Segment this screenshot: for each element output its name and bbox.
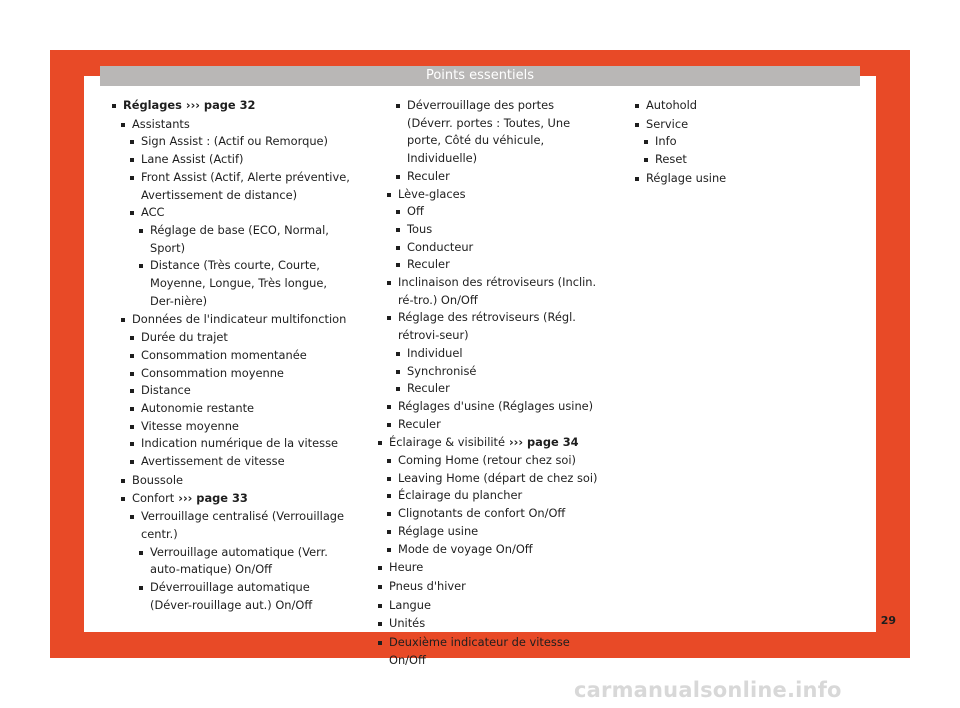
list-item (369, 398, 601, 416)
list-item (112, 490, 352, 508)
list-item (369, 345, 601, 363)
list-item-text: Avertissement de vitesse (141, 454, 285, 469)
list-item-text: Inclinaison des rétroviseurs (Inclin. ré-tro.) On/Off (398, 275, 597, 307)
list-item-text: Reculer (407, 257, 450, 272)
list-item-text: Éclairage du plancher (398, 488, 523, 503)
list-item (369, 256, 601, 274)
list-item (369, 615, 601, 633)
list-item (369, 97, 601, 168)
list-item-text: Service (646, 116, 689, 131)
page-number: 29 (880, 614, 896, 627)
list-item (112, 435, 352, 453)
list-item (369, 186, 601, 204)
list-item-text: Autohold (646, 98, 698, 112)
list-item-text: Reculer (398, 416, 441, 431)
list-item-text: Déverrouillage automatique (Déver-rouillage aut.) On/Off (150, 579, 313, 612)
list-item (369, 168, 601, 186)
list-item-text: Réglage usine (646, 170, 727, 185)
list-item-text: Verrouillage automatique (Verr. auto-matique) On/Off (150, 544, 328, 577)
list-item (369, 309, 601, 344)
list-item-text: Durée du trajet (141, 330, 228, 345)
list-item (369, 203, 601, 221)
list-item (369, 221, 601, 239)
list-item (112, 311, 352, 329)
list-item (369, 470, 601, 488)
list-item-text: Langue (389, 597, 432, 612)
list-item (369, 541, 601, 559)
list-item-text: Synchronisé (407, 363, 477, 378)
list-item (369, 434, 601, 452)
list-item-text: Pneus d'hiver (389, 578, 466, 593)
list-item-text: Autonomie restante (141, 400, 255, 415)
list-item-text: Sign Assist : (Actif ou Remorque) (141, 134, 328, 149)
list-item (369, 487, 601, 505)
list-item (369, 634, 601, 669)
list-item-text: Données de l'indicateur multifonction (132, 312, 347, 327)
list-item (369, 559, 601, 577)
list-item-text: Conducteur (407, 239, 474, 254)
list-item (626, 170, 836, 188)
list-column-3 (626, 97, 836, 188)
list-item (112, 472, 352, 490)
list-item (369, 416, 601, 434)
list-item (112, 365, 352, 383)
list-item-text: Réglages (123, 98, 182, 112)
list-item (112, 133, 352, 151)
list-item-text: Distance (Très courte, Courte, Moyenne, Longue, Très longue, Der-nière) (150, 258, 327, 308)
list-item-text: Reculer (407, 381, 450, 396)
list-item-text: Reculer (407, 168, 450, 183)
list-item-text: Leaving Home (départ de chez soi) (398, 470, 598, 485)
list-item-text: Lane Assist (Actif) (141, 152, 244, 167)
list-item-text: Coming Home (retour chez soi) (398, 453, 576, 468)
list-item (112, 453, 352, 471)
list-item-text: Réglages d'usine (Réglages usine) (398, 398, 594, 413)
list-item (112, 97, 352, 115)
list-item-text: Vitesse moyenne (141, 418, 239, 433)
list-item (626, 133, 836, 151)
page-reference: ››› page 32 (181, 98, 256, 112)
site-watermark: carmanualsonline.info (574, 678, 842, 702)
list-item-text: Off (407, 204, 424, 219)
list-item (369, 597, 601, 615)
list-item (626, 116, 836, 134)
list-item (112, 382, 352, 400)
list-item (369, 452, 601, 470)
list-item (369, 274, 601, 309)
list-item (369, 363, 601, 381)
list-item (112, 151, 352, 169)
list-item-text: Clignotants de confort On/Off (398, 506, 566, 521)
list-item (112, 544, 352, 579)
section-header: Points essentiels (100, 66, 860, 86)
list-item-text: Info (655, 134, 677, 149)
list-item (369, 523, 601, 541)
list-item (112, 222, 352, 257)
list-item (112, 400, 352, 418)
list-item-text: Deuxième indicateur de vitesse On/Off (389, 635, 570, 667)
list-item-text: Tous (407, 221, 433, 236)
page-reference: ››› page 34 (505, 435, 579, 450)
list-item (112, 579, 352, 614)
list-item (112, 418, 352, 436)
list-item-text: Lève-glaces (398, 186, 466, 201)
list-item-text: Éclairage & visibilité (389, 435, 505, 450)
list-item (369, 578, 601, 596)
list-item-text: Confort (132, 491, 175, 506)
list-item-text: Boussole (132, 472, 184, 487)
list-item (112, 257, 352, 310)
list-item-text: Déverrouillage des portes (Déverr. portes : Toutes, Une porte, Côté du véhicule, Individuelle) (407, 98, 571, 166)
list-item-text: Individuel (407, 345, 463, 360)
list-item (626, 151, 836, 169)
list-item (369, 505, 601, 523)
list-item-text: Réglage des rétroviseurs (Régl. rétrovi-seur) (398, 310, 576, 343)
list-item (112, 329, 352, 347)
list-item-text: Assistants (132, 116, 190, 131)
list-item (112, 169, 352, 204)
list-item (626, 97, 836, 115)
list-item-text: Consommation momentanée (141, 347, 307, 362)
list-item (112, 116, 352, 134)
list-item (369, 239, 601, 257)
list-item-text: Reset (655, 152, 687, 167)
list-column-1 (112, 97, 352, 614)
list-column-2 (369, 97, 601, 670)
list-item-text: Mode de voyage On/Off (398, 541, 533, 556)
list-item-text: Réglage de base (ECO, Normal, Sport) (150, 222, 329, 255)
list-item (112, 347, 352, 365)
list-item (369, 380, 601, 398)
page-reference: ››› page 33 (174, 491, 248, 506)
list-item-text: Distance (141, 383, 191, 398)
list-item-text: Unités (389, 616, 426, 631)
list-item-text: Consommation moyenne (141, 365, 284, 380)
list-item-text: ACC (141, 205, 165, 220)
list-item-text: Heure (389, 560, 424, 575)
list-item (112, 204, 352, 222)
list-item-text: Verrouillage centralisé (Verrouillage centr.) (141, 509, 345, 541)
list-item-text: Front Assist (Actif, Alerte préventive, Avertissement de distance) (141, 169, 350, 202)
list-item (112, 508, 352, 543)
list-item-text: Indication numérique de la vitesse (141, 436, 339, 451)
list-item-text: Réglage usine (398, 523, 479, 538)
